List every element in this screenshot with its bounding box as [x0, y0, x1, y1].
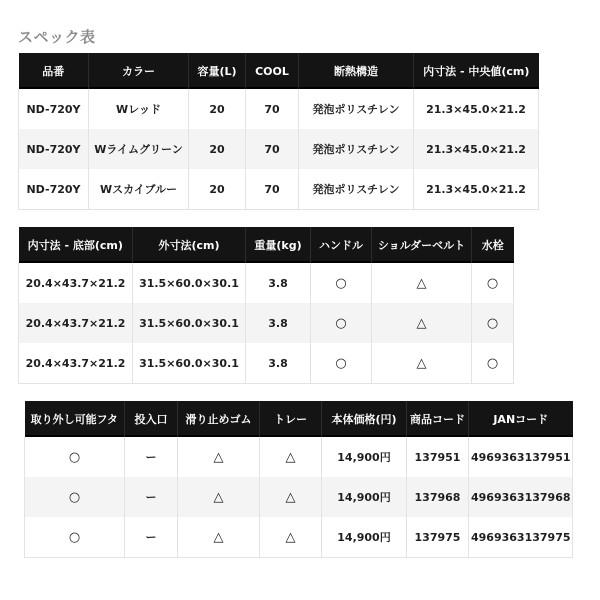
cell-product-number: ND-720Y	[19, 129, 89, 169]
header-jan-code: JANコード	[469, 401, 573, 437]
cell-tray: △	[260, 437, 322, 477]
cell-inner-size-bottom: 20.4×43.7×21.2	[19, 343, 133, 384]
cell-insulation: 発泡ポリスチレン	[299, 129, 414, 169]
table-row	[25, 477, 573, 517]
cell-weight: 3.8	[246, 303, 311, 343]
header-product-code: 商品コード	[407, 401, 469, 437]
cell-shoulder-belt: △	[372, 303, 472, 343]
cell-shoulder-belt: △	[372, 263, 472, 303]
cell-non-slip-rubber: △	[178, 517, 260, 558]
cell-removable-lid: ○	[25, 437, 125, 477]
cell-weight: 3.8	[246, 343, 311, 384]
header-color: カラー	[89, 53, 189, 89]
cell-non-slip-rubber: △	[178, 477, 260, 517]
cell-drain-plug: ○	[472, 303, 514, 343]
cell-inner-size-bottom: 20.4×43.7×21.2	[19, 263, 133, 303]
header-drain-plug: 水栓	[472, 227, 514, 263]
cell-product-code: 137951	[407, 437, 469, 477]
table-row	[19, 263, 514, 303]
table-header-row	[19, 53, 539, 89]
cell-tray: △	[260, 477, 322, 517]
cell-insulation: 発泡ポリスチレン	[299, 89, 414, 129]
header-inner-size-middle: 内寸法 - 中央値(cm)	[414, 53, 539, 89]
table-row	[19, 89, 539, 129]
cell-inner-size-bottom: 20.4×43.7×21.2	[19, 303, 133, 343]
table-row	[19, 343, 514, 384]
header-inner-size-bottom: 内寸法 - 底部(cm)	[19, 227, 133, 263]
header-non-slip-rubber: 滑り止めゴム	[178, 401, 260, 437]
spec-table-3	[24, 401, 573, 558]
table-row	[19, 303, 514, 343]
cell-price: 14,900円	[322, 437, 407, 477]
cell-capacity: 20	[189, 129, 246, 169]
header-price: 本体価格(円)	[322, 401, 407, 437]
cell-inlet: ー	[125, 437, 178, 477]
cell-jan-code: 4969363137968	[469, 477, 573, 517]
cell-product-number: ND-720Y	[19, 89, 89, 129]
cell-color: Wレッド	[89, 89, 189, 129]
header-product-number: 品番	[19, 53, 89, 89]
header-handle: ハンドル	[311, 227, 372, 263]
cell-jan-code: 4969363137975	[469, 517, 573, 558]
cell-color: Wライムグリーン	[89, 129, 189, 169]
cell-cool: 70	[246, 129, 299, 169]
cell-handle: ○	[311, 343, 372, 384]
cell-product-code: 137968	[407, 477, 469, 517]
cell-inlet: ー	[125, 477, 178, 517]
header-removable-lid: 取り外し可能フタ	[25, 401, 125, 437]
spec-table-1	[18, 53, 539, 210]
header-shoulder-belt: ショルダーベルト	[372, 227, 472, 263]
cell-tray: △	[260, 517, 322, 558]
table-row	[19, 129, 539, 169]
cell-capacity: 20	[189, 89, 246, 129]
header-capacity: 容量(L)	[189, 53, 246, 89]
cell-outer-size: 31.5×60.0×30.1	[133, 263, 246, 303]
cell-outer-size: 31.5×60.0×30.1	[133, 343, 246, 384]
table-header-row	[25, 401, 573, 437]
cell-handle: ○	[311, 303, 372, 343]
cell-color: Wスカイブルー	[89, 169, 189, 210]
cell-cool: 70	[246, 169, 299, 210]
cell-product-number: ND-720Y	[19, 169, 89, 210]
header-insulation: 断熱構造	[299, 53, 414, 89]
table-row	[19, 169, 539, 210]
header-weight: 重量(kg)	[246, 227, 311, 263]
cell-price: 14,900円	[322, 517, 407, 558]
cell-non-slip-rubber: △	[178, 437, 260, 477]
header-outer-size: 外寸法(cm)	[133, 227, 246, 263]
cell-shoulder-belt: △	[372, 343, 472, 384]
table-header-row	[19, 227, 514, 263]
table-row	[25, 517, 573, 558]
cell-removable-lid: ○	[25, 477, 125, 517]
cell-product-code: 137975	[407, 517, 469, 558]
cell-handle: ○	[311, 263, 372, 303]
cell-inner-size-middle: 21.3×45.0×21.2	[414, 89, 539, 129]
cell-drain-plug: ○	[472, 343, 514, 384]
header-tray: トレー	[260, 401, 322, 437]
cell-removable-lid: ○	[25, 517, 125, 558]
cell-insulation: 発泡ポリスチレン	[299, 169, 414, 210]
spec-table-2	[18, 227, 514, 384]
cell-drain-plug: ○	[472, 263, 514, 303]
cell-inner-size-middle: 21.3×45.0×21.2	[414, 129, 539, 169]
header-cool: COOL	[246, 53, 299, 89]
cell-weight: 3.8	[246, 263, 311, 303]
page-title: スペック表	[18, 28, 96, 46]
header-inlet: 投入口	[125, 401, 178, 437]
cell-capacity: 20	[189, 169, 246, 210]
cell-jan-code: 4969363137951	[469, 437, 573, 477]
cell-inlet: ー	[125, 517, 178, 558]
cell-outer-size: 31.5×60.0×30.1	[133, 303, 246, 343]
table-row	[25, 437, 573, 477]
cell-inner-size-middle: 21.3×45.0×21.2	[414, 169, 539, 210]
cell-cool: 70	[246, 89, 299, 129]
cell-price: 14,900円	[322, 477, 407, 517]
